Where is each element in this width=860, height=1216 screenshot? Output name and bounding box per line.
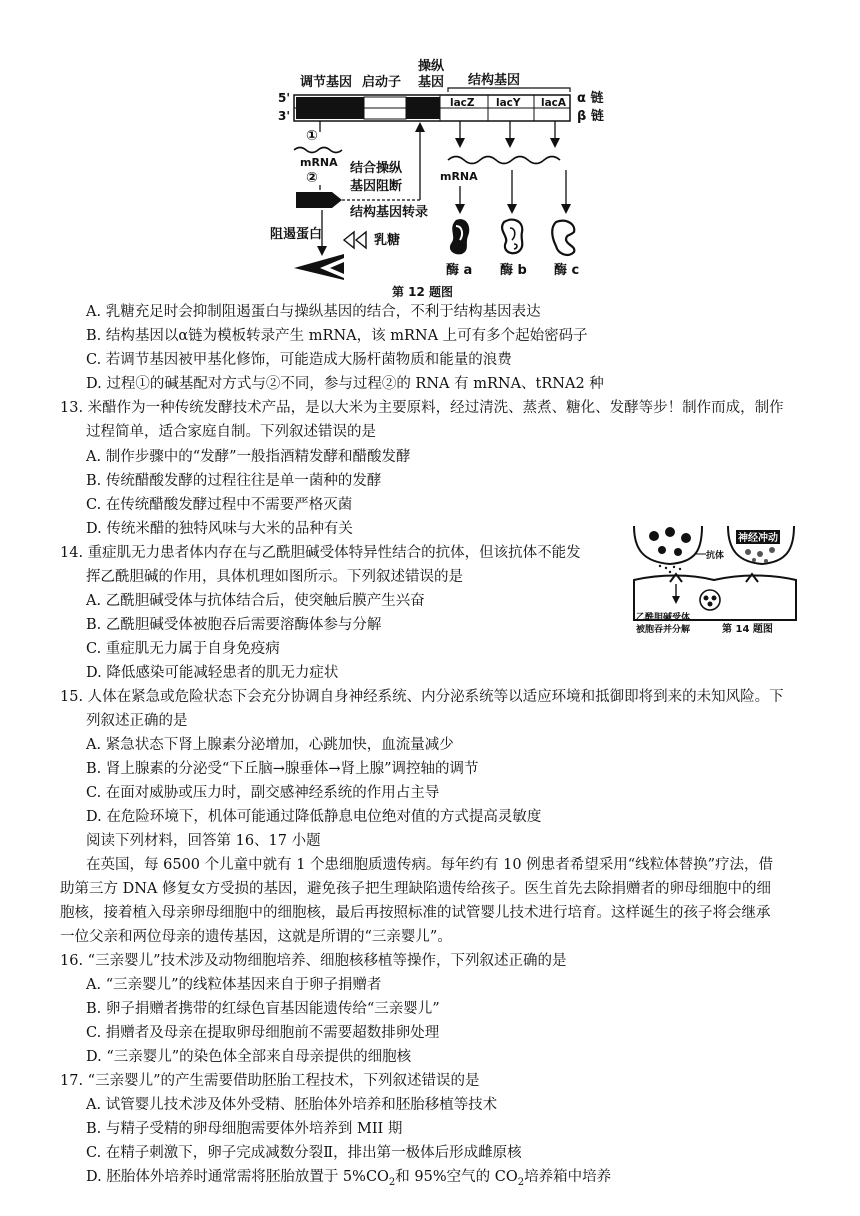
receptor-label-1: 乙酰胆碱受体 <box>636 613 691 623</box>
q12-option-d: D. 过程①的碱基配对方式与②不同，参与过程②的 RNA 有 mRNA、tRNA2 种 <box>86 376 604 392</box>
q15-option-d: D. 在危险环境下，机体可能通过降低静息电位绝对值的方式提高灵敏度 <box>86 809 542 825</box>
q17-option-d-sub-1: 2 <box>388 1176 396 1188</box>
q15-stem-line-1: 15. 人体在紧急或危险状态下会充分协调自身神经系统、内分泌系统等以适应环境和抵御即将到来的未知风险。下 <box>60 689 784 705</box>
q15-stem-line-2: 列叙述正确的是 <box>86 713 188 729</box>
header-structural-genes: 结构基因 <box>468 73 521 88</box>
q16-option-d: D. “三亲婴儿”的染色体全部来自母亲提供的细胞核 <box>86 1049 412 1065</box>
q16-option-a: A. “三亲婴儿”的线粒体基因来自于卵子捐赠者 <box>86 977 382 993</box>
enzyme-b-shape <box>502 220 522 254</box>
enzyme-c-label: 酶 c <box>554 263 580 278</box>
block-text-3: 结构基因转录 <box>350 205 429 220</box>
q14-option-a: A. 乙酰胆碱受体与抗体结合后，使突触后膜产生兴奋 <box>86 593 425 609</box>
q15-option-b: B. 肾上腺素的分泌受“下丘脑→腺垂体→肾上腺”调控轴的调节 <box>86 761 479 777</box>
material-paragraph-line-2: 助第三方 DNA 修复女方受损的基因，避免孩子把生理缺陷遗传给孩子。医生首先去除捐赠者的卵母细胞中的细 <box>60 881 771 897</box>
q17-option-d <box>86 1167 611 1193</box>
enzyme-c-shape <box>552 221 574 255</box>
q17-option-d-mid: 和 95%空气的 CO <box>395 1169 518 1185</box>
material-paragraph-line-4: 一位父亲和两位母亲的遗传基因，这就是所谓的“三亲婴儿”。 <box>60 929 452 945</box>
repressor-label: 阻遏蛋白 <box>270 227 323 242</box>
header-operator-bottom: 基因 <box>418 75 445 90</box>
q17-option-d-post: 培养箱中培养 <box>524 1169 612 1185</box>
q16-option-c: C. 捐赠者及母亲在提取卵母细胞前不需要超数排卵处理 <box>86 1025 440 1041</box>
figure-14-caption: 第 14 题图 <box>722 624 773 635</box>
q14-option-d: D. 降低感染可能减轻患者的肌无力症状 <box>86 665 339 681</box>
q17-option-d-pre: D. 胚胎体外培养时通常需将胚胎放置于 5%CO <box>86 1169 389 1185</box>
q17-option-d-sub-2: 2 <box>517 1176 525 1188</box>
block-text-1: 结合操纵 <box>350 161 403 176</box>
header-promoter: 启动子 <box>362 75 402 90</box>
q17-option-c: C. 在精子刺激下，卵子完成减数分裂Ⅱ，排出第一极体后形成雌原核 <box>86 1145 522 1161</box>
q17-option-b: B. 与精子受精的卵母细胞需要体外培养到 MII 期 <box>86 1121 403 1137</box>
q13-option-d: D. 传统米醋的独特风味与大米的品种有关 <box>86 521 353 537</box>
gene-laca: lacA <box>541 97 567 109</box>
q13-stem-line-2: 过程简单，适合家庭自制。下列叙述错误的是 <box>86 424 376 440</box>
figure-12-lac-operon <box>270 40 620 304</box>
strand-5-label: 5' <box>278 91 291 105</box>
nerve-impulse-label: 神经冲动 <box>738 533 778 544</box>
enzyme-a-label: 酶 a <box>446 263 473 278</box>
antibody-label: 抗体 <box>706 551 725 561</box>
beta-chain-label: β 链 <box>577 109 604 124</box>
figure-12-caption: 第 12 题图 <box>392 285 454 299</box>
mrna-left-label: mRNA <box>300 156 338 169</box>
q12-option-a: A. 乳糖充足时会抑制阻遏蛋白与操纵基因的结合，不利于结构基因表达 <box>86 304 541 320</box>
header-operator-top: 操纵 <box>418 59 445 74</box>
alpha-chain-label: α 链 <box>577 91 604 106</box>
q13-option-c: C. 在传统醋酸发酵过程中不需要严格灭菌 <box>86 497 353 513</box>
strand-3-label: 3' <box>278 109 291 123</box>
q15-option-a: A. 紧急状态下肾上腺素分泌增加，心跳加快，血流量减少 <box>86 737 454 753</box>
enzyme-b-label: 酶 b <box>500 263 527 278</box>
q16-option-b: B. 卵子捐赠者携带的红绿色盲基因能遗传给“三亲婴儿” <box>86 1001 440 1017</box>
gene-lacz: lacZ <box>450 97 475 109</box>
q14-stem-line-1: 14. 重症肌无力患者体内存在与乙酰胆碱受体特异性结合的抗体，但该抗体不能发 <box>60 545 581 561</box>
q12-option-c: C. 若调节基因被甲基化修饰，可能造成大肠杆菌物质和能量的浪费 <box>86 352 512 368</box>
q16-stem: 16. “三亲婴儿”技术涉及动物细胞培养、细胞核移植等操作，下列叙述正确的是 <box>60 953 567 969</box>
lactose-label: 乳糖 <box>374 233 401 248</box>
material-paragraph-line-1: 在英国，每 6500 个儿童中就有 1 个患细胞质遗传病。每年约有 10 例患者希望采用“线粒体替换”疗法，借 <box>86 857 774 873</box>
step-1-label: ① <box>306 128 318 144</box>
material-intro: 阅读下列材料，回答第 16、17 小题 <box>86 833 321 849</box>
q17-option-a: A. 试管婴儿技术涉及体外受精、胚胎体外培养和胚胎移植等技术 <box>86 1097 498 1113</box>
q14-stem-line-2: 挥乙酰胆碱的作用，具体机理如图所示。下列叙述错误的是 <box>86 569 463 585</box>
header-regulatory-gene: 调节基因 <box>300 75 353 90</box>
gene-lacy: lacY <box>496 97 521 109</box>
q15-option-c: C. 在面对威胁或压力时，副交感神经系统的作用占主导 <box>86 785 440 801</box>
q14-option-b: B. 乙酰胆碱受体被胞吞后需要溶酶体参与分解 <box>86 617 382 633</box>
figure-14-synapse <box>630 520 800 640</box>
q12-option-b: B. 结构基因以α链为模板转录产生 mRNA，该 mRNA 上可有多个起始密码子 <box>86 328 588 344</box>
material-paragraph-line-3: 胞核，接着植入母亲卵母细胞中的细胞核，最后再按照标准的试管婴儿技术进行培育。这样诞生的孩子将会继承 <box>60 905 771 921</box>
receptor-label-2: 被胞吞并分解 <box>636 625 691 635</box>
q13-stem-line-1: 13. 米醋作为一种传统发酵技术产品，是以大米为主要原料，经过清洗、蒸煮、糖化、发酵等步！制作而成，制作 <box>60 400 784 416</box>
enzyme-a-shape <box>450 219 469 254</box>
q17-stem: 17. “三亲婴儿”的产生需要借助胚胎工程技术，下列叙述错误的是 <box>60 1073 480 1089</box>
step-2-label: ② <box>306 170 318 186</box>
q13-option-b: B. 传统醋酸发酵的过程往往是单一菌种的发酵 <box>86 473 382 489</box>
q13-option-a: A. 制作步骤中的“发酵”一般指酒精发酵和醋酸发酵 <box>86 449 411 465</box>
q14-option-c: C. 重症肌无力属于自身免疫病 <box>86 641 280 657</box>
block-text-2: 基因阻断 <box>350 179 403 194</box>
mrna-right-label: mRNA <box>440 170 478 183</box>
